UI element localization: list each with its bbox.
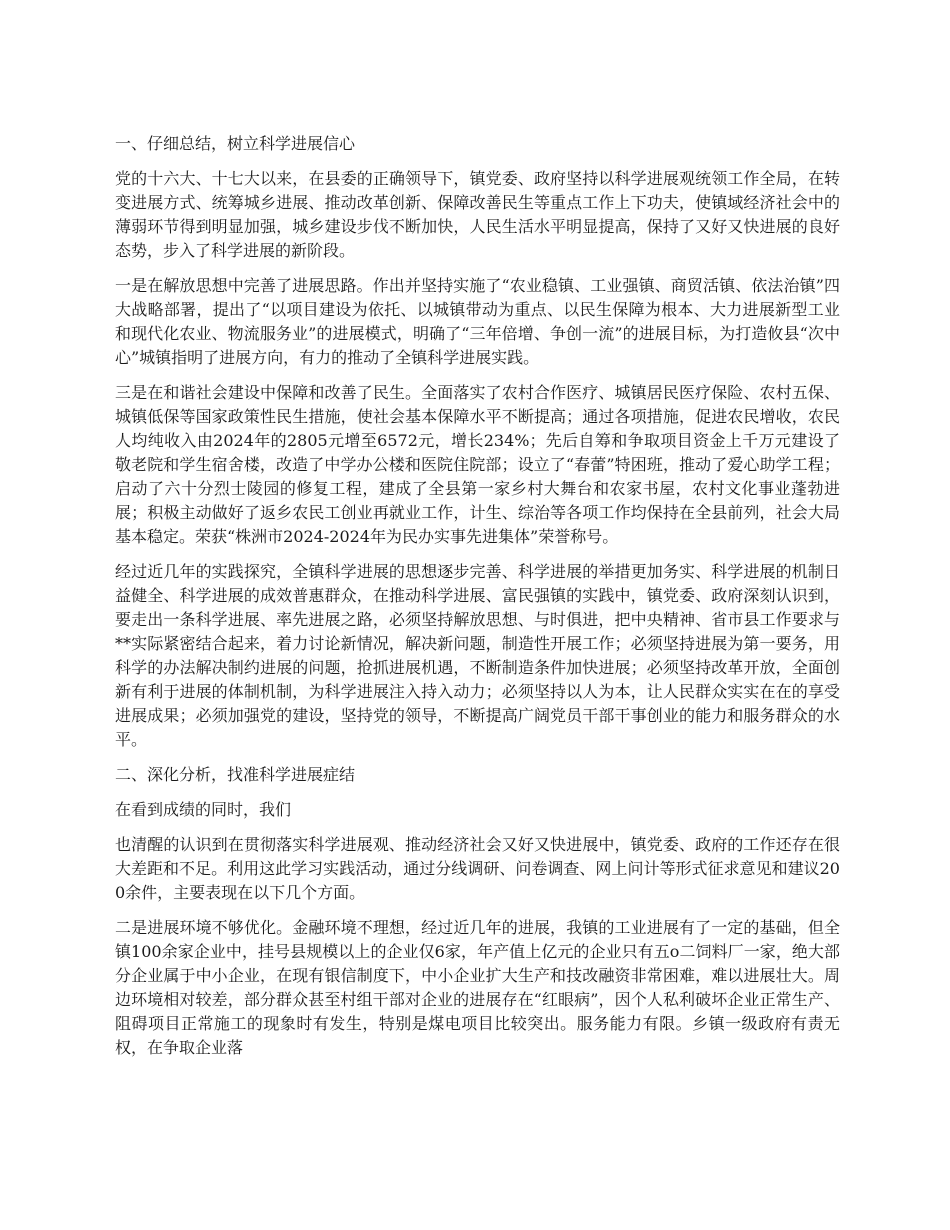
paragraph-thinking: 一是在解放思想中完善了进展思路。作出并坚持实施了“农业稳镇、工业强镇、商贸活镇、依法治镇”四大战略部署，提出了“以项目建设为依托、以城镇带动为重点、以民生保障为根本、大力进展新型工业和现代化农业、物流服务业”的进展模式，明确了“三年倍增、争创一流”的进展目标，为打造攸县“次中心”城镇指明了进展方向，有力的推动了全镇科学进展实践。 — [115, 276, 840, 367]
paragraph-environment: 二是进展环境不够优化。金融环境不理想，经过近几年的进展，我镇的工业进展有了一定的基础，但全镇100余家企业中，挂号县规模以上的企业仅6家，年产值上亿元的企业只有五o二饲料厂一家，绝大部分企业属于中小企业，在现有银信制度下，中小企业扩大生产和技改融资非常困难，难以进展壮大。周边环境相对较差，部分群众甚至村组干部对企业的进展存在“红眼病”，因个人私利破坏企业正常生产、阻碍项目正常施工的现象时有发生，特别是煤电项目比较突出。服务能力有限。乡镇一级政府有责无权，在争取企业落 — [115, 918, 840, 1057]
paragraph-livelihood: 三是在和谐社会建设中保障和改善了民生。全面落实了农村合作医疗、城镇居民医疗保险、农村五保、城镇低保等国家政策性民生措施，使社会基本保障水平不断提高；通过各项措施，促进农民增收，农民人均纯收入由2024年的2805元增至6572元，增长234%；先后自筹和争取项目资金上千万元建设了敬老院和学生宿舍楼，改造了中学办公楼和医院住院部；设立了“春蕾”特困班，推动了爱心助学工程；启动了六十分烈士陵园的修复工程，建成了全县第一家乡村大舞台和农家书屋，农村文化事业蓬勃进展；积极主动做好了返乡农民工创业再就业工作，计生、综治等各项工作均保持在全县前列，社会大局基本稳定。荣获“株洲市2024-2024年为民办实事先进集体”荣誉称号。 — [115, 383, 840, 546]
section-heading-2: 二、深化分析，找准科学进展症结 — [115, 765, 356, 784]
paragraph-shortcomings: 也清醒的认识到在贯彻落实科学进展观、推动经济社会又好又快进展中，镇党委、政府的工作还存在很大差距和不足。利用这此学习实践活动，通过分线调研、问卷调查、网上问计等形式征求意见和建议200余件，主要表现在以下几个方面。 — [115, 835, 840, 902]
section-heading-1: 一、仔细总结，树立科学进展信心 — [115, 134, 356, 153]
paragraph-achievements: 在看到成绩的同时，我们 — [115, 800, 292, 819]
paragraph-overview: 党的十六大、十七大以来，在县委的正确领导下，镇党委、政府坚持以科学进展观统领工作全局，在转变进展方式、统筹城乡进展、推动改革创新、保障改善民生等重点工作上下功夫，使镇域经济社会中的薄弱环节得到明显加强，城乡建设步伐不断加快，人民生活水平明显提高，保持了又好又快进展的良好态势，步入了科学进展的新阶段。 — [115, 169, 840, 260]
paragraph-practice: 经过近几年的实践探究，全镇科学进展的思想逐步完善、科学进展的举措更加务实、科学进展的机制日益健全、科学进展的成效普惠群众，在推动科学进展、富民强镇的实践中，镇党委、政府深刻认识到，要走出一条科学进展、率先进展之路，必须坚持解放思想、与时俱进，把中央精神、省市县工作要求与**实际紧密结合起来，着力讨论新情况，解决新问题，制造性开展工作；必须坚持进展为第一要务，用科学的办法解决制约进展的问题，抢抓进展机遇，不断制造条件加快进展；必须坚持改革开放，全面创新有利于进展的体制机制，为科学进展注入持入动力；必须坚持以人为本，让人民群众实实在在的享受进展成果；必须加强党的建设，坚持党的领导，不断提高广阔党员干部干事创业的能力和服务群众的水平。 — [115, 562, 840, 749]
document-page — [115, 132, 840, 1071]
